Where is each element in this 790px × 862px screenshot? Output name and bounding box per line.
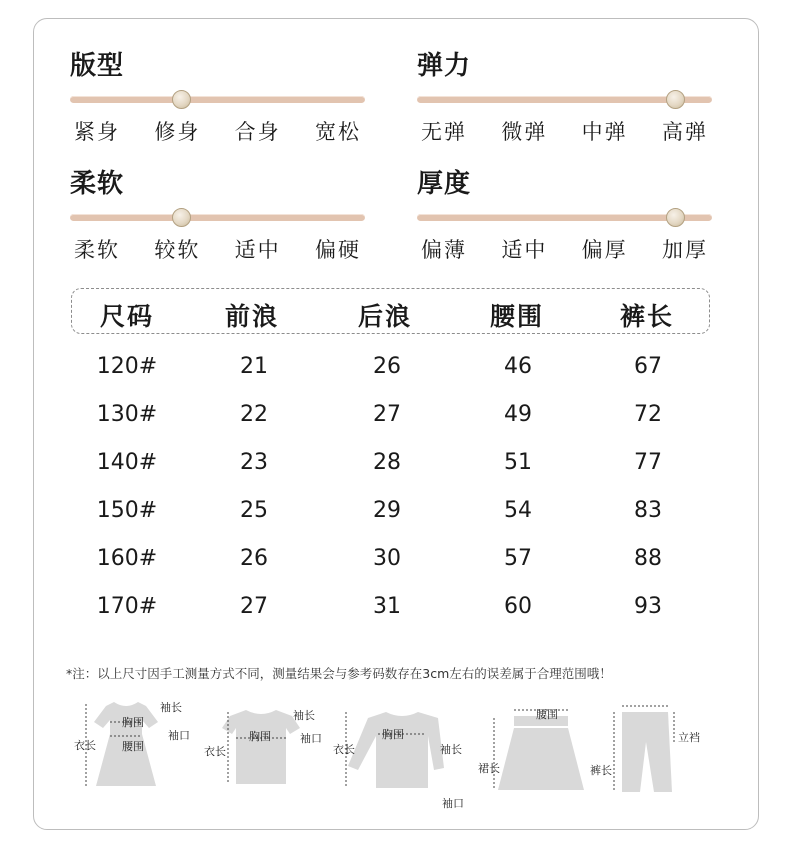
- level-label: 高弹: [661, 120, 708, 144]
- fit-slider: [70, 88, 365, 112]
- slider-track: [70, 214, 365, 221]
- level-label: 偏薄: [421, 238, 467, 262]
- attribute-title: 柔软: [70, 169, 125, 199]
- thickness-slider: [417, 206, 712, 230]
- cell-back-rise: 28: [373, 450, 401, 475]
- cell-front-rise: 22: [240, 402, 268, 427]
- cell-waist: 60: [504, 594, 532, 619]
- label-chest: 胸围: [382, 728, 404, 741]
- cell-size: 140#: [96, 450, 158, 475]
- label-length: 衣长: [333, 743, 355, 756]
- cell-pants-length: 88: [634, 546, 662, 571]
- table-row: [71, 594, 710, 634]
- cell-pants-length: 77: [634, 450, 662, 475]
- header-pants-length: 裤长: [620, 302, 675, 331]
- cell-front-rise: 26: [240, 546, 268, 571]
- level-labels: [70, 234, 365, 264]
- table-row: [71, 402, 710, 442]
- label-waist: 腰围: [122, 740, 144, 753]
- cell-back-rise: 31: [373, 594, 401, 619]
- level-label: 无弹: [421, 120, 467, 144]
- slider-knob: [666, 90, 685, 109]
- level-label: 偏硬: [314, 238, 361, 262]
- level-label: 修身: [154, 120, 201, 144]
- measurement-note: *注：以上尺寸因手工测量方式不同，测量结果会与参考码数存在3cm左右的误差属于合理范围哦！: [66, 666, 612, 681]
- label-cuff: 袖口: [168, 729, 190, 742]
- label-sleeve-length: 袖长: [293, 709, 315, 722]
- attribute-title: 弹力: [417, 51, 472, 81]
- cell-size: 150#: [96, 498, 158, 523]
- header-size: 尺码: [100, 302, 155, 331]
- cell-size: 120#: [96, 354, 158, 379]
- cell-back-rise: 30: [373, 546, 401, 571]
- level-labels: [417, 234, 712, 264]
- label-length: 裤长: [590, 764, 612, 777]
- slider-track: [70, 96, 365, 103]
- label-chest: 胸围: [249, 730, 271, 743]
- label-length: 裙长: [478, 762, 500, 775]
- slider-knob: [666, 208, 685, 227]
- cell-front-rise: 23: [240, 450, 268, 475]
- table-row: [71, 450, 710, 490]
- attribute-elasticity: [417, 48, 712, 146]
- cell-back-rise: 29: [373, 498, 401, 523]
- label-length: 衣长: [204, 745, 226, 758]
- cell-waist: 46: [504, 354, 532, 379]
- label-cuff: 袖口: [300, 732, 322, 745]
- level-label: 适中: [234, 238, 281, 262]
- table-row: [71, 354, 710, 394]
- level-label: 加厚: [661, 238, 708, 262]
- elasticity-slider: [417, 88, 712, 112]
- label-sleeve-length: 袖长: [160, 701, 182, 714]
- level-label: 偏厚: [581, 238, 628, 262]
- header-front-rise: 前浪: [225, 302, 280, 331]
- label-cuff: 袖口: [442, 797, 464, 810]
- cell-front-rise: 25: [240, 498, 268, 523]
- attribute-softness: [70, 166, 365, 264]
- softness-slider: [70, 206, 365, 230]
- cell-pants-length: 93: [634, 594, 662, 619]
- header-back-rise: 后浪: [358, 302, 413, 331]
- level-label: 适中: [501, 238, 548, 262]
- table-row: [71, 546, 710, 586]
- level-label: 紧身: [74, 120, 120, 144]
- attribute-title: 厚度: [417, 169, 472, 199]
- cell-size: 170#: [96, 594, 158, 619]
- diagram-pants: [600, 696, 710, 806]
- attribute-thickness: [417, 166, 712, 264]
- cell-pants-length: 83: [634, 498, 662, 523]
- level-label: 微弹: [501, 120, 548, 144]
- cell-front-rise: 27: [240, 594, 268, 619]
- size-table-header: [71, 288, 710, 334]
- header-waist: 腰围: [490, 302, 545, 331]
- slider-knob: [172, 208, 191, 227]
- cell-front-rise: 21: [240, 354, 268, 379]
- cell-waist: 54: [504, 498, 532, 523]
- label-rise: 立裆: [678, 731, 700, 744]
- table-row: [71, 498, 710, 538]
- level-label: 宽松: [314, 120, 361, 144]
- label-chest: 胸围: [122, 716, 144, 729]
- cell-size: 160#: [96, 546, 158, 571]
- cell-pants-length: 72: [634, 402, 662, 427]
- label-length: 衣长: [74, 739, 96, 752]
- slider-knob: [172, 90, 191, 109]
- attribute-title: 版型: [70, 51, 125, 81]
- attribute-fit: [70, 48, 365, 146]
- level-labels: [70, 116, 365, 146]
- cell-waist: 51: [504, 450, 532, 475]
- label-sleeve-length: 袖长: [440, 743, 462, 756]
- label-waist: 腰围: [536, 708, 558, 721]
- level-label: 较软: [154, 238, 201, 262]
- cell-size: 130#: [96, 402, 158, 427]
- cell-waist: 49: [504, 402, 532, 427]
- level-label: 合身: [234, 120, 281, 144]
- cell-pants-length: 67: [634, 354, 662, 379]
- cell-back-rise: 27: [373, 402, 401, 427]
- level-label: 柔软: [74, 238, 120, 262]
- level-label: 中弹: [581, 120, 628, 144]
- cell-back-rise: 26: [373, 354, 401, 379]
- level-labels: [417, 116, 712, 146]
- cell-waist: 57: [504, 546, 532, 571]
